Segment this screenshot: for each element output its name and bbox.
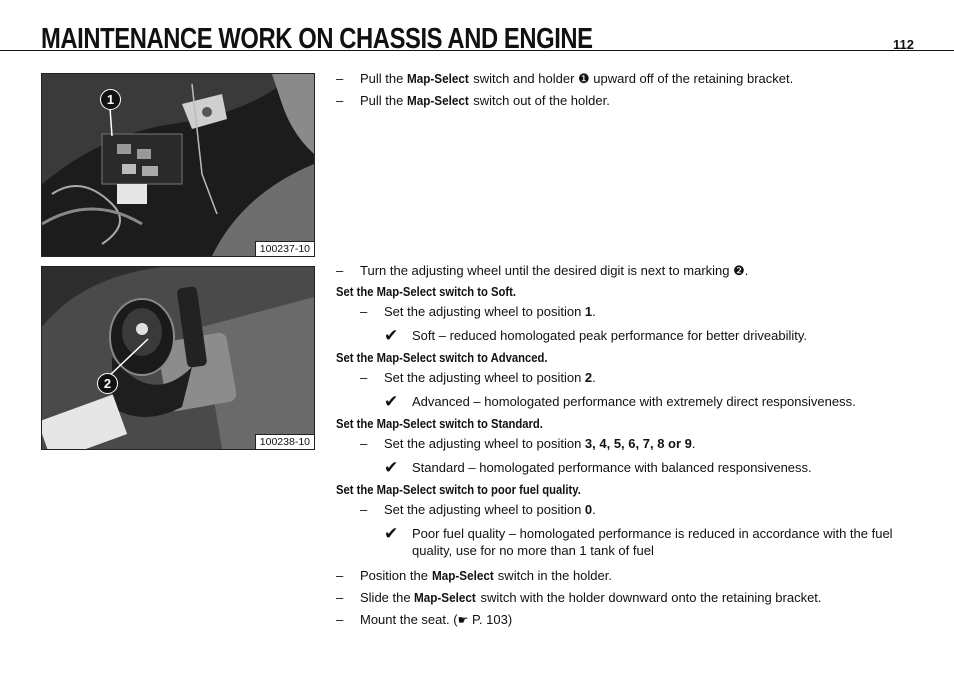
page-reference-link[interactable]: P. 103) xyxy=(468,612,513,627)
header-rule xyxy=(0,50,954,51)
heading-standard: Set the Map-Select switch to Standard. xyxy=(336,417,543,431)
dash-bullet: – xyxy=(336,71,344,86)
figure-adjusting-wheel xyxy=(41,266,315,450)
checkmark-icon: ✔ xyxy=(384,392,399,411)
dash-bullet: – xyxy=(336,568,344,583)
step-pull-switch-out: – Pull the Map-Select switch out of the holder. xyxy=(336,93,610,108)
step-position-advanced: – Set the adjusting wheel to position 2. xyxy=(360,370,596,385)
dash-bullet: – xyxy=(336,612,344,627)
page-title: MAINTENANCE WORK ON CHASSIS AND ENGINE xyxy=(41,23,593,55)
dash-bullet: – xyxy=(360,370,368,385)
result-advanced: ✔ Advanced – homologated performance with extremely direct responsiveness. xyxy=(384,392,856,411)
checkmark-icon: ✔ xyxy=(384,524,399,543)
step-mount-seat: – Mount the seat. (☛ P. 103) xyxy=(336,612,513,627)
pointing-hand-icon: ☛ xyxy=(457,613,469,627)
dash-bullet: – xyxy=(336,263,344,278)
result-poor-fuel: ✔ Poor fuel quality – homologated performance is reduced in accordance with the fuel quality, use for no more than 1 tank of fuel xyxy=(384,524,893,558)
dash-bullet: – xyxy=(336,590,344,605)
checkmark-icon: ✔ xyxy=(384,326,399,345)
result-standard: ✔ Standard – homologated performance with balanced responsiveness. xyxy=(384,458,812,477)
dash-bullet: – xyxy=(360,304,368,319)
figure-2-photo xyxy=(42,267,314,449)
page-number: 112 xyxy=(893,37,914,52)
step-slide-switch: – Slide the Map-Select switch with the holder downward onto the retaining bracket. xyxy=(336,590,822,605)
section-remove-switch xyxy=(336,70,793,114)
callout-1: 1 xyxy=(100,89,121,110)
dash-bullet: – xyxy=(360,502,368,517)
dash-bullet: – xyxy=(336,93,344,108)
heading-advanced: Set the Map-Select switch to Advanced. xyxy=(336,351,548,365)
figure-2-code: 100238-10 xyxy=(255,434,314,449)
dash-bullet: – xyxy=(360,436,368,451)
figure-1-code: 100237-10 xyxy=(255,241,314,256)
step-position-standard: – Set the adjusting wheel to position 3, 4, 5, 6, 7, 8 or 9. xyxy=(360,436,696,451)
step-position-soft: – Set the adjusting wheel to position 1. xyxy=(360,304,596,319)
step-position-switch: – Position the Map-Select switch in the holder. xyxy=(336,568,612,583)
step-position-poor-fuel: – Set the adjusting wheel to position 0. xyxy=(360,502,596,517)
callout-2: 2 xyxy=(97,373,118,394)
section-adjust-wheel xyxy=(336,262,912,634)
step-turn-wheel: – Turn the adjusting wheel until the desired digit is next to marking ❷. xyxy=(336,263,749,278)
step-pull-switch-holder: – Pull the Map-Select switch and holder ❶ upward off of the retaining bracket. xyxy=(336,71,794,86)
figure-1-photo xyxy=(42,74,314,256)
checkmark-icon: ✔ xyxy=(384,458,399,477)
result-soft: ✔ Soft – reduced homologated peak performance for better driveability. xyxy=(384,326,808,345)
heading-soft: Set the Map-Select switch to Soft. xyxy=(336,285,517,299)
figure-map-select-holder xyxy=(41,73,315,257)
heading-poor-fuel: Set the Map-Select switch to poor fuel quality. xyxy=(336,483,581,497)
